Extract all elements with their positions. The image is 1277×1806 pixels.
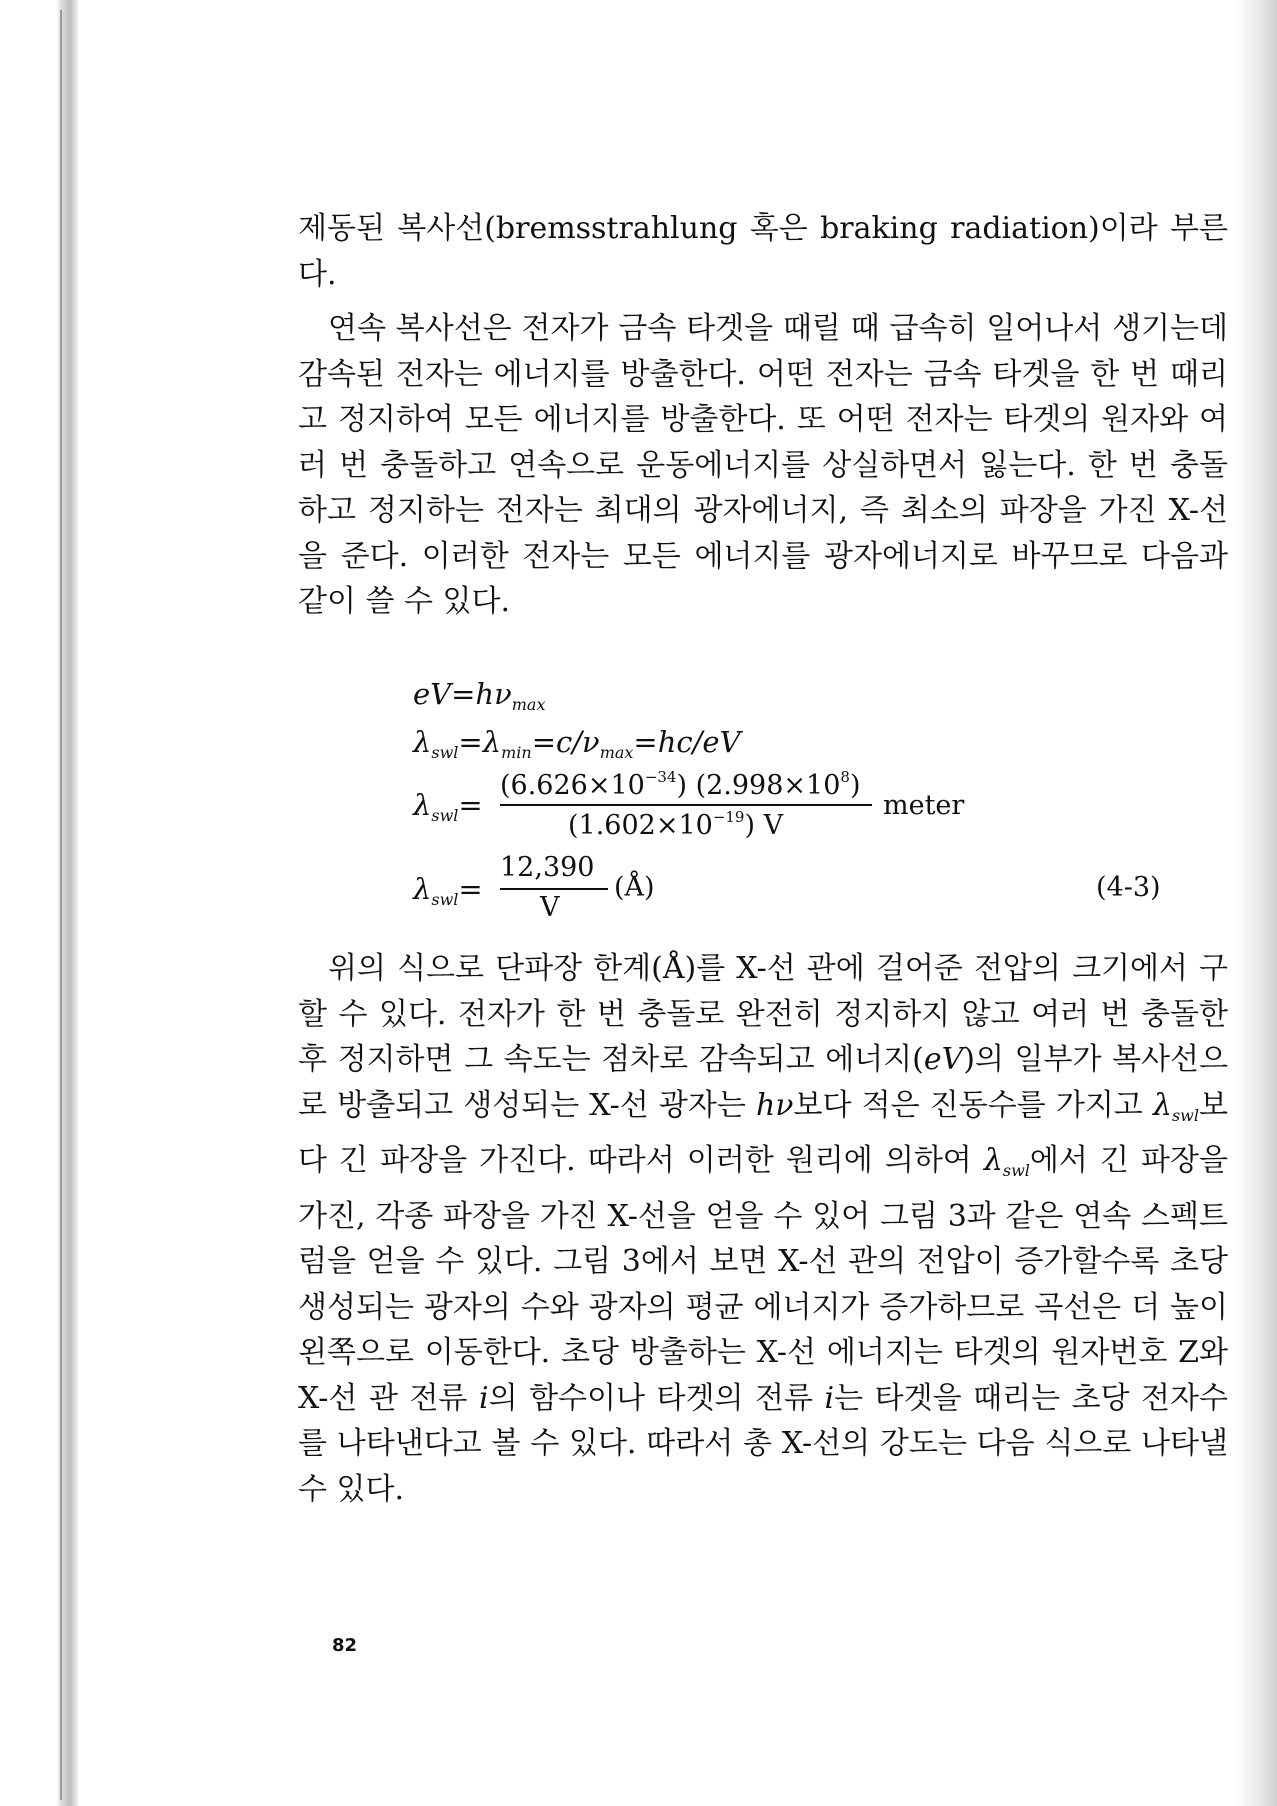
book-page [78,0,1237,1806]
eq4-fraction-bar [500,888,608,890]
eq4-denominator: V [540,892,560,923]
equation-ev-hv: $eV=h\nu_{max}$ [413,677,546,714]
eq4-lhs: $\lambda_{swl}=$ [413,872,483,909]
eq1-lhs: eV [413,677,452,711]
page-edge-shadow [1237,0,1277,1806]
eq3-lhs: $\lambda_{swl}=$ [413,788,483,825]
paragraph-1: 제동된 복사선(bremsstrahlung 혹은 braking radiation)이라 부른다. [298,211,1228,292]
eq3-fraction-bar [500,804,872,806]
equation-lambda-min: $\lambda_{swl}=\lambda_{min}=c/\nu_{max}=hc/eV$ [413,725,741,762]
eq4-unit: (Å) [614,872,655,903]
eq4-numerator: 12,390 [500,852,595,883]
book-spine-shadow [0,0,78,1806]
paragraph-3: 위의 식으로 단파장 한계(Å)를 X-선 관에 걸어준 전압의 크기에서 구할 수 있다. 전자가 한 번 충돌로 완전히 정지하지 않고 여러 번 충돌한 후 정지하면 그 속도는 점차로 감속되고 에너지(eV)의 일부가 복사선으로 방출되고 생성되는 X-선 광자는 hν보다 적은 진동수를 가지고 $\lambda_{swl}$보다 긴 파장을 가진다. 따라서 이러한 원리에 의하여 $\lambda_{swl}$에서 긴 파장을 가진, 각종 파장을 가진 X-선을 얻을 수 있어 그림 3과 같은 연속 스펙트럼을 얻을 수 있다. 그림 3에서 보면 X-선 관의 전압이 증가할수록 초당 생성되는 광자의 수와 광자의 평균 에너지가 증가하므로 곡선은 더 높이 왼쪽으로 이동한다. 초당 방출하는 X-선 에너지는 타겟의 원자번호 Z와 X-선 관 전류 i의 함수이나 타겟의 전류 i는 타겟을 때리는 초당 전자수를 나타낸다고 볼 수 있다. 따라서 총 X-선의 강도는 다음 식으로 나타낼 수 있다. [298,951,1229,1507]
spine-line [60,10,62,1800]
equation-number: (4-3) [1096,872,1161,903]
page-number: 82 [332,1635,358,1656]
eq3-denominator: $(1.602\times 10^{-19})$ V [568,808,784,841]
paragraph-2: 연속 복사선은 전자가 금속 타겟을 때릴 때 급속히 일어나서 생기는데 감속된 전자는 에너지를 방출한다. 어떤 전자는 금속 타겟을 한 번 때리고 정지하여 모든 에너지를 방출한다. 또 어떤 전자는 타겟의 원자와 여러 번 충돌하고 연속으로 운동에너지를 상실하면서 잃는다. 한 번 충돌하고 정지하는 전자는 최대의 광자에너지, 즉 최소의 파장을 가진 X-선을 준다. 이러한 전자는 모든 에너지를 광자에너지로 바꾸므로 다음과 같이 쓸 수 있다. [298,311,1228,619]
eq3-numerator: $(6.626\times 10^{-34})$ $(2.998\times 10^8)$ [500,768,861,801]
eq3-unit: meter [883,790,965,821]
